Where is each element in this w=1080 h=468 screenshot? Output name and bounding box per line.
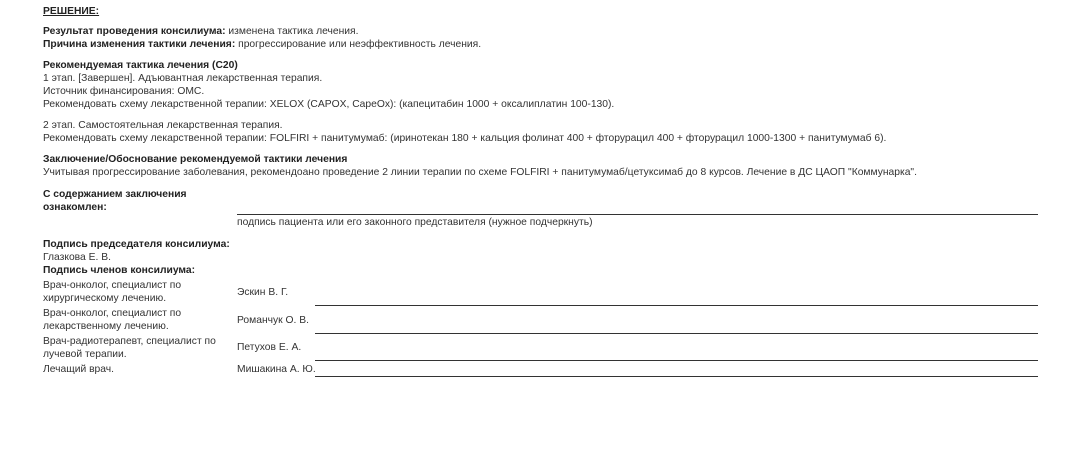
stage2-scheme-value: FOLFIRI + панитумумаб: (иринотекан 180 + кальция фолинат 400 + фторурацил 400 + фторурацил 1000-1300 + панитумумаб 6). [269, 133, 887, 144]
member-role-3b: лучевой терапии. [43, 349, 127, 360]
member-role-3a: Врач-радиотерапевт, специалист по [43, 336, 216, 347]
result-label: Результат проведения консилиума: [43, 26, 226, 37]
member-role-1b: хирургическому лечению. [43, 293, 167, 304]
reason-value: прогрессирование или неэффективность лечения. [238, 39, 482, 50]
chairman-name: Глазкова Е. В. [43, 252, 111, 263]
members-label: Подпись членов консилиума: [43, 265, 196, 276]
member-role-2b: лекарственному лечению. [43, 321, 169, 332]
member-role-2a: Врач-онколог, специалист по [43, 308, 182, 319]
stage1-scheme [43, 98, 614, 111]
funding-value: ОМС. [177, 86, 205, 97]
patient-signature-caption: подпись пациента или его законного представителя (нужное подчеркнуть) [237, 217, 593, 228]
stage2-scheme-label: Рекомендовать схему лекарственной терапии: [43, 133, 267, 144]
decision-heading: РЕШЕНИЕ: [43, 6, 100, 17]
result-value: изменена тактика лечения. [228, 26, 359, 37]
member-signature-line-1 [315, 305, 1038, 306]
member-name-1: Эскин В. Г. [237, 287, 289, 298]
member-name-4: Мишакина А. Ю. [237, 364, 316, 375]
tactics-title: Рекомендуемая тактика лечения (C20) [43, 60, 238, 71]
stage2-line: 2 этап. Самостоятельная лекарственная терапия. [43, 120, 283, 131]
ack-label-2: ознакомлен: [43, 202, 107, 213]
reason-label: Причина изменения тактики лечения: [43, 39, 236, 50]
chairman-label: Подпись председателя консилиума: [43, 239, 230, 250]
patient-signature-line [237, 214, 1038, 215]
stage1-line: 1 этап. [Завершен]. Адъювантная лекарственная терапия. [43, 73, 323, 84]
conclusion-text: Учитывая прогрессирование заболевания, рекомендоано проведение 2 линии терапии по схеме FOLFIRI + панитумумаб/цетуксимаб до 8 курсов. Лечение в ДС ЦАОП "Коммунарка". [43, 167, 917, 178]
member-signature-line-2 [315, 333, 1038, 334]
member-name-3: Петухов Е. А. [237, 342, 302, 353]
member-name-2: Романчук О. В. [237, 315, 309, 326]
funding-label: Источник финансирования: [43, 86, 175, 97]
member-signature-line-3 [315, 360, 1038, 361]
stage1-scheme-value: XELOX (CAPOX, CapeOx): (капецитабин 1000 + оксалиплатин 100-130). [269, 99, 615, 110]
reason-row [43, 38, 481, 51]
stage1-funding [43, 85, 204, 98]
stage2-scheme [43, 132, 886, 145]
member-role-4a: Лечащий врач. [43, 364, 114, 375]
member-signature-line-4 [315, 376, 1038, 377]
ack-label-1: С содержанием заключения [43, 189, 187, 200]
conclusion-title: Заключение/Обоснование рекомендуемой тактики лечения [43, 154, 348, 165]
stage1-scheme-label: Рекомендовать схему лекарственной терапии: [43, 99, 267, 110]
result-row [43, 25, 358, 38]
member-role-1a: Врач-онколог, специалист по [43, 280, 182, 291]
